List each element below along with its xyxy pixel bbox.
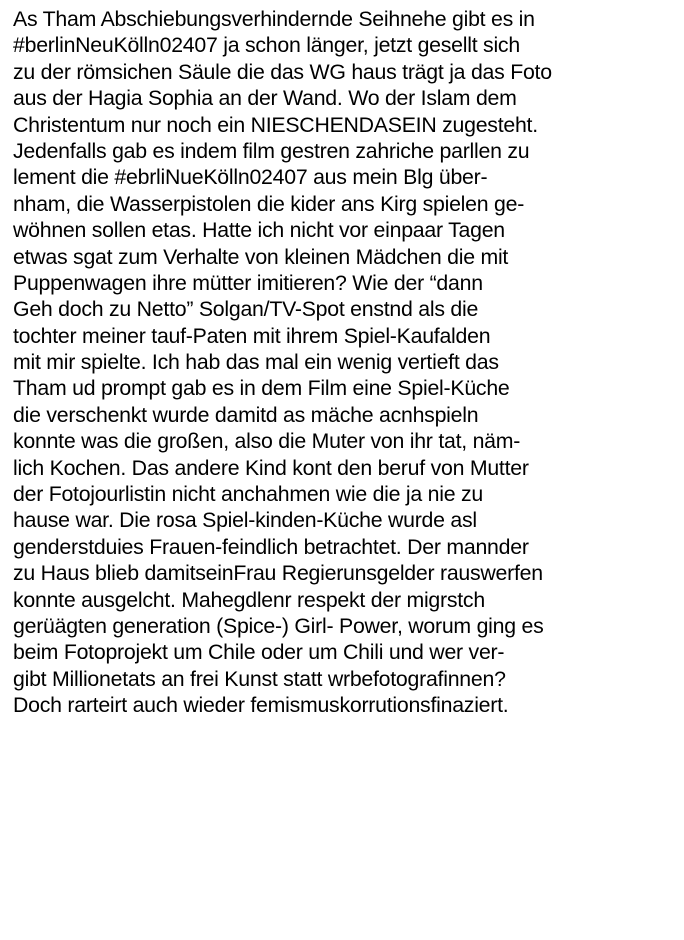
text-line: As Tham Abschiebungsverhindernde Seihnehe gibt es in: [13, 7, 535, 31]
text-line: wöhnen sollen etas. Hatte ich nicht vor einpaar Tagen: [13, 218, 505, 243]
text-line: gibt Millionetats an frei Kunst statt wrbefotografinnen?: [13, 666, 506, 691]
text-line: die verschenkt wurde damitd as mäche acnhspieln: [13, 402, 479, 427]
text-line: Puppenwagen ihre mütter imitieren? Wie der “dann: [13, 270, 483, 295]
text-line: der Fotojourlistin nicht anchahmen wie die ja nie zu: [13, 482, 483, 507]
text-line: zu Haus blieb damitseinFrau Regierunsgelder rauswerfen: [13, 561, 543, 586]
text-line: mit mir spielte. Ich hab das mal ein wenig vertieft das: [13, 350, 499, 375]
text-line: nham, die Wasserpistolen die kider ans Kirg spielen ge-: [13, 191, 525, 216]
text-line: gerüägten generation (Spice-) Girl- Power, worum ging es: [13, 613, 544, 638]
text-line: genderstduies Frauen-feindlich betrachtet. Der mannder: [13, 534, 529, 559]
text-line: Doch rarteirt auch wieder femismuskorrutionsfinaziert.: [13, 693, 509, 718]
text-line: beim Fotoprojekt um Chile oder um Chili und wer ver-: [13, 640, 505, 665]
text-line: konnte was die großen, also die Muter von ihr tat, näm-: [13, 429, 521, 454]
text-line: Christentum nur noch ein NIESCHENDASEIN zugesteht.: [13, 112, 538, 137]
body-text: [13, 6, 681, 719]
text-line: Tham ud prompt gab es in dem Film eine Spiel-Küche: [13, 376, 510, 401]
text-line: Geh doch zu Netto” Solgan/TV-Spot enstnd als die: [13, 297, 479, 322]
text-line: lich Kochen. Das andere Kind kont den beruf von Mutter: [13, 455, 529, 480]
text-line: Jedenfalls gab es indem film gestren zahriche parllen zu: [13, 138, 530, 163]
text-line: lement die #ebrliNueKölln02407 aus mein Blg über-: [13, 165, 488, 190]
text-line: tochter meiner tauf-Paten mit ihrem Spiel-Kaufalden: [13, 323, 491, 348]
text-line: aus der Hagia Sophia an der Wand. Wo der Islam dem: [13, 86, 517, 111]
text-line: etwas sgat zum Verhalte von kleinen Mädchen die mit: [13, 244, 509, 269]
text-line: #berlinNeuKölln02407 ja schon länger, jetzt gesellt sich: [13, 33, 520, 58]
text-line: konnte ausgelcht. Mahegdlenr respekt der migrstch: [13, 587, 485, 612]
text-line: hause war. Die rosa Spiel-kinden-Küche wurde asl: [13, 508, 477, 533]
text-line: zu der römsichen Säule die das WG haus trägt ja das Foto: [13, 59, 552, 84]
